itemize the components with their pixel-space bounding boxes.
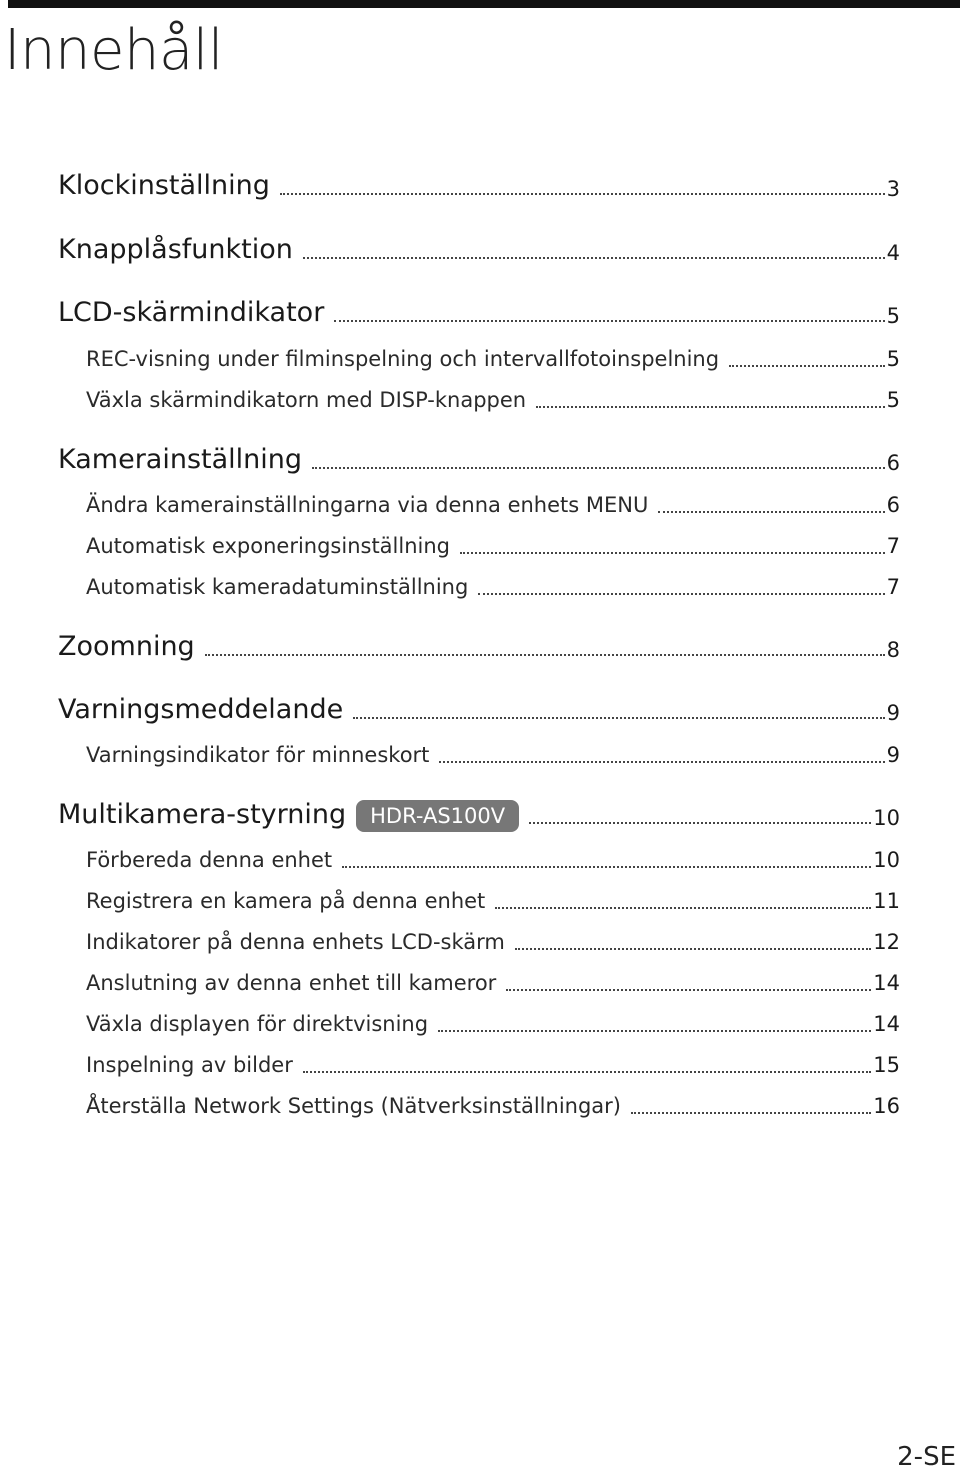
toc-entry-title: Kamerainställning: [58, 444, 303, 475]
toc-entry-page: 11: [873, 889, 900, 913]
toc-entry-title: Zoomning: [58, 631, 195, 662]
page-number: 2-SE: [897, 1442, 956, 1472]
toc-entry[interactable]: [58, 291, 900, 331]
dot-leader: [205, 654, 885, 656]
toc-entry-page: 12: [873, 930, 900, 954]
dot-leader: [460, 552, 885, 554]
toc-entry-page: 4: [886, 241, 900, 265]
toc-entry[interactable]: [58, 228, 900, 268]
toc-entry-page: 5: [886, 347, 900, 371]
toc-entry[interactable]: [86, 958, 900, 998]
toc-entry-page: 7: [886, 575, 900, 599]
toc-entry-title: Klockinställning: [58, 170, 270, 201]
toc-entry-page: 10: [873, 848, 900, 872]
dot-leader: [312, 467, 885, 469]
toc-entry-title: Inspelning av bilder: [86, 1053, 293, 1077]
toc-entry[interactable]: [86, 1081, 900, 1121]
toc-entry-page: 7: [886, 534, 900, 558]
toc-entry-page: 5: [886, 304, 900, 328]
dot-leader: [334, 320, 884, 322]
toc-entry[interactable]: [86, 334, 900, 374]
dot-leader: [342, 866, 871, 868]
toc-entry-page: 8: [886, 638, 900, 662]
dot-leader: [658, 511, 884, 513]
toc-entry-title: Varningsmeddelande: [58, 694, 344, 725]
toc-entry[interactable]: [86, 917, 900, 957]
toc-entry-page: 15: [873, 1053, 900, 1077]
dot-leader: [478, 593, 884, 595]
toc-entry[interactable]: [86, 375, 900, 415]
toc-entry-page: 6: [886, 493, 900, 517]
toc-entry-page: 14: [873, 971, 900, 995]
toc-entry-page: 10: [873, 806, 900, 830]
dot-leader: [515, 948, 871, 950]
dot-leader: [439, 761, 884, 763]
toc-entry[interactable]: [58, 688, 900, 728]
toc-entry-title: Återställa Network Settings (Nätverksinställningar): [86, 1094, 621, 1118]
dot-leader: [280, 193, 885, 195]
toc-entry[interactable]: [86, 999, 900, 1039]
toc-entry-title: Förbereda denna enhet: [86, 848, 333, 872]
toc-entry[interactable]: [58, 164, 900, 204]
toc-entry[interactable]: [86, 1040, 900, 1080]
toc-entry-title: Multikamera-styrning: [58, 799, 347, 830]
toc-entry-title: Anslutning av denna enhet till kameror: [86, 971, 497, 995]
toc-entry-title: Ändra kamerainställningarna via denna enhets MENU: [86, 493, 649, 517]
toc-entry[interactable]: [58, 625, 900, 665]
toc-entry-title: Växla displayen för direktvisning: [86, 1012, 429, 1036]
dot-leader: [729, 365, 885, 367]
dot-leader: [353, 717, 884, 719]
dot-leader: [303, 1071, 871, 1073]
dot-leader: [631, 1112, 871, 1114]
toc-entry-title: Knapplåsfunktion: [58, 234, 293, 265]
toc-entry[interactable]: [58, 793, 900, 833]
dot-leader: [495, 907, 871, 909]
toc-entry-title: Växla skärmindikatorn med DISP-knappen: [86, 388, 527, 412]
toc-entry-title: Indikatorer på denna enhets LCD-skärm: [86, 930, 505, 954]
dot-leader: [529, 822, 871, 824]
toc-entry[interactable]: [86, 521, 900, 561]
toc-entry-page: 16: [873, 1094, 900, 1118]
dot-leader: [438, 1030, 871, 1032]
toc-entry[interactable]: [58, 438, 900, 478]
toc-entry[interactable]: [86, 562, 900, 602]
toc-entry-title: Registrera en kamera på denna enhet: [86, 889, 486, 913]
toc-entry[interactable]: [86, 730, 900, 770]
toc-entry-page: 3: [886, 177, 900, 201]
toc-entry-title: Automatisk kameradatuminställning: [86, 575, 469, 599]
toc-entry-page: 5: [886, 388, 900, 412]
toc-entry-page: 14: [873, 1012, 900, 1036]
toc-entry-title: LCD-skärmindikator: [58, 297, 325, 328]
toc-entry[interactable]: [86, 480, 900, 520]
toc-entry-page: 9: [886, 743, 900, 767]
dot-leader: [303, 257, 885, 259]
toc-entry-page: 6: [886, 451, 900, 475]
toc-entry-title: Varningsindikator för minneskort: [86, 743, 430, 767]
page-title: Innehåll: [4, 18, 223, 83]
toc-entry-title: REC-visning under filminspelning och intervallfotoinspelning: [86, 347, 720, 371]
dot-leader: [536, 406, 885, 408]
toc-entry-page: 9: [886, 701, 900, 725]
toc-entry-title: Automatisk exponeringsinställning: [86, 534, 451, 558]
toc-entry[interactable]: [86, 835, 900, 875]
dot-leader: [506, 989, 871, 991]
model-badge: HDR-AS100V: [356, 800, 519, 832]
toc-entry[interactable]: [86, 876, 900, 916]
